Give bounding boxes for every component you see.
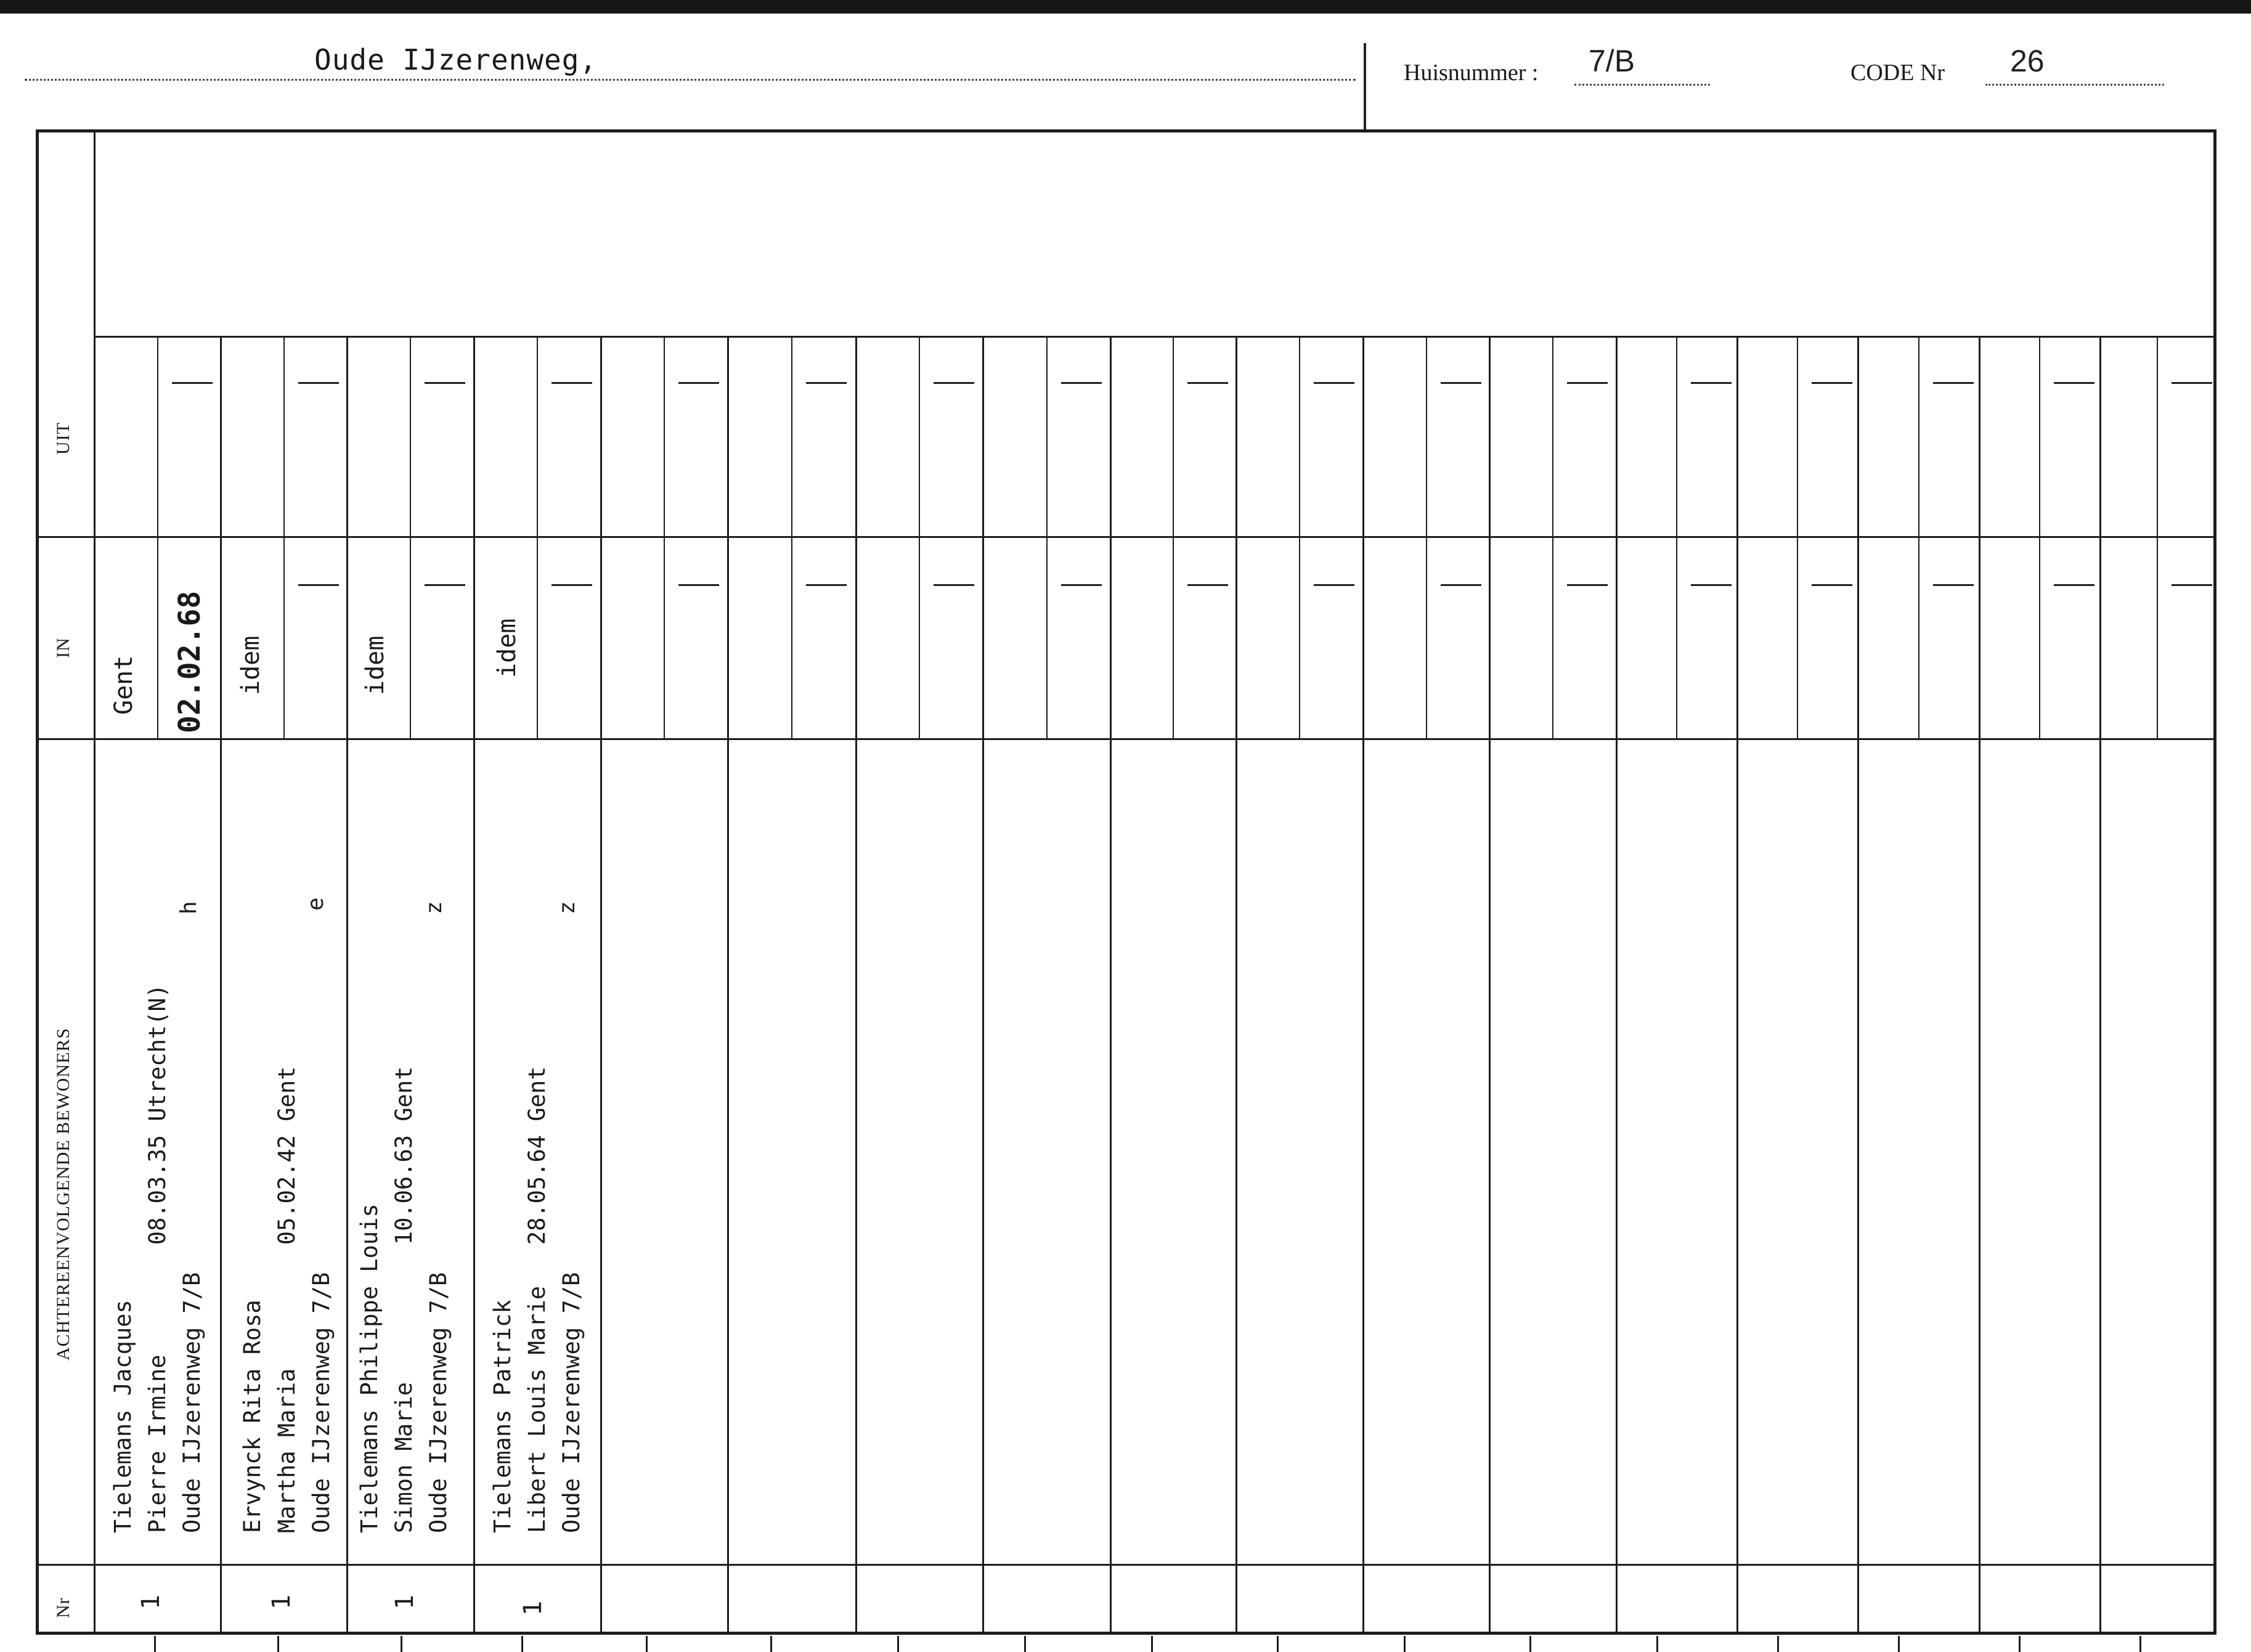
empty-dash-marker xyxy=(1061,382,1102,384)
bottom-tick xyxy=(401,1636,402,1652)
bottom-tick xyxy=(521,1636,523,1652)
resident-line: Tielemans Philippe Louis xyxy=(356,1203,383,1533)
resident-line: Oude IJzerenweg 7/B xyxy=(179,1272,205,1533)
scan-top-border xyxy=(0,0,2251,14)
half-column-divider xyxy=(537,336,538,738)
empty-dash-marker xyxy=(678,584,719,586)
column-divider xyxy=(1110,336,1112,1632)
half-column-divider xyxy=(1426,336,1427,738)
empty-dash-marker xyxy=(552,382,592,384)
resident-line: Libert Louis Marie 28.05.64 Gent xyxy=(524,1066,550,1533)
bottom-tick xyxy=(1898,1636,1900,1652)
resident-line: Pierre Irmine 08.03.35 Utrecht(N) xyxy=(144,983,171,1533)
empty-dash-marker xyxy=(2054,584,2094,586)
column-divider xyxy=(220,336,222,1632)
empty-dash-marker xyxy=(1691,382,1732,384)
entry-4-nr: 1 xyxy=(519,1600,547,1616)
label-column-divider xyxy=(94,129,96,1632)
bottom-tick xyxy=(154,1636,156,1652)
half-column-divider xyxy=(919,336,920,738)
empty-dash-marker xyxy=(2172,584,2212,586)
code-value: 26 xyxy=(2010,44,2045,78)
column-divider xyxy=(1362,336,1364,1632)
resident-line: Tielemans Jacques xyxy=(110,1300,136,1533)
empty-dash-marker xyxy=(425,584,465,586)
half-column-divider xyxy=(410,336,411,738)
empty-dash-marker xyxy=(1314,584,1354,586)
half-column-divider xyxy=(1173,336,1174,738)
entry-1-letter: h xyxy=(176,901,201,914)
bottom-tick xyxy=(897,1636,899,1652)
entry-2-in-place: idem xyxy=(237,635,265,695)
entry-1-in-date: 02.02.68 xyxy=(173,590,207,733)
half-column-divider xyxy=(1676,336,1677,738)
empty-dash-marker xyxy=(1314,382,1354,384)
bottom-tick xyxy=(646,1636,648,1652)
bottom-tick xyxy=(1024,1636,1026,1652)
half-column-divider xyxy=(791,336,792,738)
bottom-tick xyxy=(2019,1636,2021,1652)
code-label: CODE Nr xyxy=(1850,60,1945,86)
empty-dash-marker xyxy=(425,382,465,384)
entry-3-letter: z xyxy=(421,901,447,914)
header-separator xyxy=(1364,43,1366,131)
code-dotted-line xyxy=(1985,84,2164,86)
empty-dash-marker xyxy=(934,584,974,586)
bottom-tick xyxy=(770,1636,772,1652)
column-divider xyxy=(600,336,602,1632)
resident-line: Oude IJzerenweg 7/B xyxy=(308,1272,335,1533)
half-column-divider xyxy=(2039,336,2040,738)
table-left-border xyxy=(36,129,39,1635)
empty-dash-marker xyxy=(1933,584,1974,586)
entry-2-nr: 1 xyxy=(267,1594,296,1609)
bottom-tick xyxy=(1777,1636,1779,1652)
resident-line: Simon Marie 10.06.63 Gent xyxy=(391,1066,417,1533)
entry-3-in-place: idem xyxy=(361,635,389,695)
empty-dash-marker xyxy=(1812,584,1852,586)
half-column-divider xyxy=(1299,336,1300,738)
row-divider-in xyxy=(36,536,2213,538)
column-divider xyxy=(1235,336,1237,1632)
column-divider xyxy=(1489,336,1491,1632)
resident-line: Oude IJzerenweg 7/B xyxy=(558,1272,585,1533)
entry-1-in-place: Gent xyxy=(110,655,138,715)
half-column-divider xyxy=(1552,336,1553,738)
empty-dash-marker xyxy=(1567,382,1608,384)
bottom-tick xyxy=(1404,1636,1406,1652)
entry-4-letter: z xyxy=(555,901,580,914)
house-number-label: Huisnummer : xyxy=(1404,60,1539,86)
column-divider xyxy=(2099,336,2101,1632)
row-label-residents: ACHTEREENVOLGENDE BEWONERS xyxy=(53,1027,73,1361)
bottom-tick xyxy=(1656,1636,1658,1652)
resident-entry-1 xyxy=(106,984,210,1533)
half-column-divider xyxy=(664,336,665,738)
table-top-border xyxy=(36,129,2213,132)
entry-2-letter: e xyxy=(303,897,328,911)
half-column-divider xyxy=(2157,336,2158,738)
resident-line: Tielemans Patrick xyxy=(489,1300,516,1533)
bottom-tick xyxy=(1277,1636,1279,1652)
bottom-tick xyxy=(1529,1636,1531,1652)
resident-line: Ervynck Rita Rosa xyxy=(239,1300,266,1533)
column-divider xyxy=(346,336,348,1632)
entry-4-in-place: idem xyxy=(493,618,521,678)
column-divider xyxy=(473,336,475,1632)
empty-dash-marker xyxy=(298,382,339,384)
bottom-tick xyxy=(2139,1636,2141,1652)
empty-dash-marker xyxy=(2172,382,2212,384)
bottom-tick xyxy=(1151,1636,1153,1652)
house-number-value: 7/B xyxy=(1589,44,1635,78)
row-divider-nr xyxy=(36,1564,2213,1566)
empty-dash-marker xyxy=(172,382,213,384)
empty-dash-marker xyxy=(1812,382,1852,384)
entry-3-nr: 1 xyxy=(391,1594,419,1609)
resident-line: Martha Maria 05.02.42 Gent xyxy=(274,1066,300,1533)
row-divider-uit xyxy=(94,336,2213,338)
column-divider xyxy=(1857,336,1859,1632)
entry-1-nr: 1 xyxy=(137,1594,165,1609)
empty-dash-marker xyxy=(1933,382,1974,384)
street-name: Oude IJzerenweg, xyxy=(314,43,598,76)
row-label-in: IN xyxy=(53,637,73,658)
empty-dash-marker xyxy=(1061,584,1102,586)
resident-entry-4 xyxy=(486,1067,589,1533)
table-bottom-border xyxy=(36,1632,2213,1635)
table-right-border xyxy=(2213,129,2216,1635)
resident-line: Oude IJzerenweg 7/B xyxy=(425,1272,452,1533)
half-column-divider xyxy=(1046,336,1048,738)
row-divider-residents xyxy=(36,738,2213,740)
column-divider xyxy=(855,336,857,1632)
row-label-nr: Nr xyxy=(53,1597,73,1618)
empty-dash-marker xyxy=(1567,584,1608,586)
resident-entry-3 xyxy=(352,1067,456,1533)
empty-dash-marker xyxy=(1691,584,1732,586)
empty-dash-marker xyxy=(1441,382,1481,384)
empty-dash-marker xyxy=(806,584,847,586)
column-divider xyxy=(982,336,984,1632)
empty-dash-marker xyxy=(2054,382,2094,384)
empty-dash-marker xyxy=(678,382,719,384)
empty-dash-marker xyxy=(1441,584,1481,586)
column-divider xyxy=(1736,336,1738,1632)
column-divider xyxy=(1616,336,1618,1632)
empty-dash-marker xyxy=(1187,584,1228,586)
empty-dash-marker xyxy=(298,584,339,586)
empty-dash-marker xyxy=(806,382,847,384)
half-column-divider xyxy=(157,336,158,738)
column-divider xyxy=(727,336,729,1632)
empty-dash-marker xyxy=(1187,382,1228,384)
half-column-divider xyxy=(1797,336,1798,738)
half-column-divider xyxy=(283,336,285,738)
house-number-dotted-line xyxy=(1574,84,1710,86)
half-column-divider xyxy=(1918,336,1919,738)
column-divider xyxy=(1979,336,1980,1632)
bottom-tick xyxy=(277,1636,279,1652)
empty-dash-marker xyxy=(934,382,974,384)
empty-dash-marker xyxy=(552,584,592,586)
street-dotted-line xyxy=(25,79,1356,81)
resident-entry-2 xyxy=(235,1067,339,1533)
row-label-uit: UIT xyxy=(53,422,73,455)
